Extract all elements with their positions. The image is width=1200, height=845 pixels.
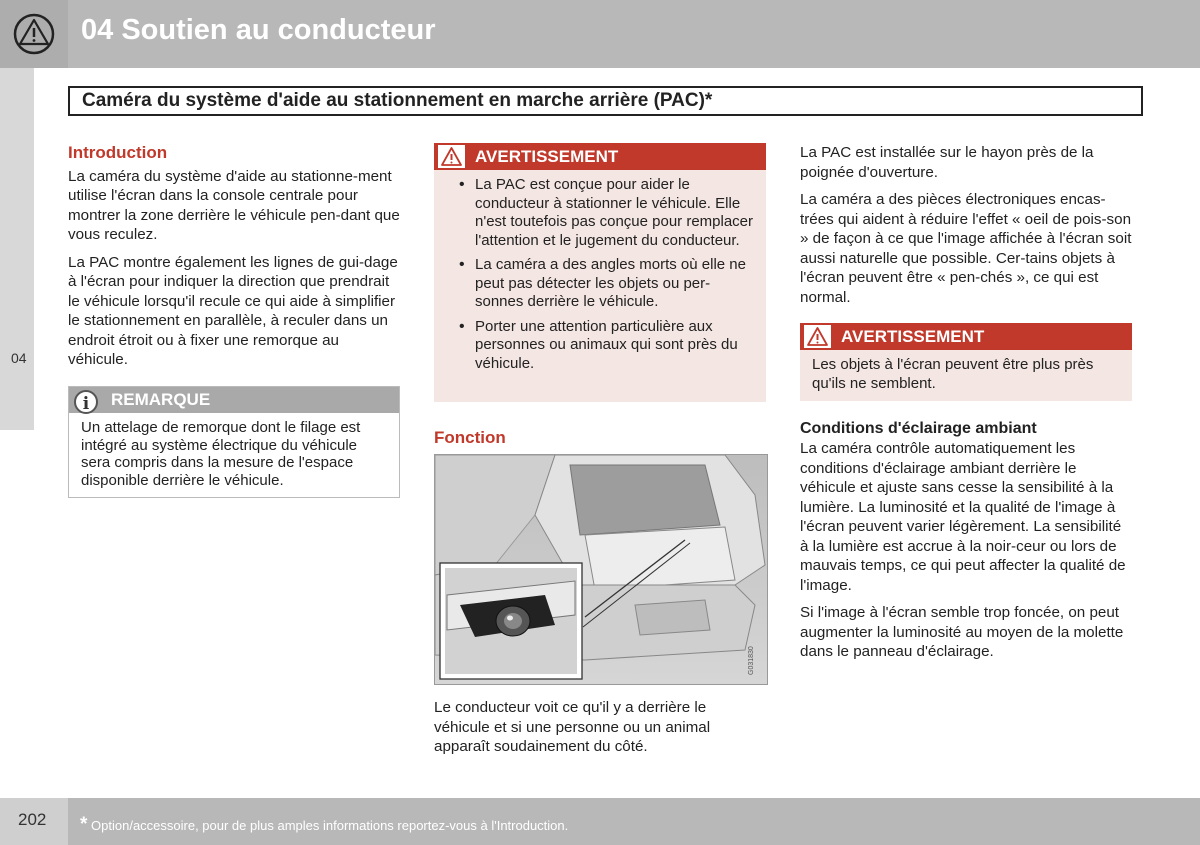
figure-caption: Le conducteur voit ce qu'il y a derrière le véhicule et si une personne ou un animal apparaît soudainement du côté. [434,699,711,755]
page-footer [0,798,1200,845]
car-rear-drawing [435,455,768,685]
note-text: Un attelage de remorque dont le filage est intégré au système électrique du véhicule sera compris dans la mesure de l'espace disponible derrière le véhicule. [81,419,361,489]
right-paragraph-1: La PAC est installée sur le hayon près de la poignée d'ouverture. [800,144,1094,181]
right-column-bottom [800,419,1132,670]
warning-item: • Porter une attention particulière aux personnes ou animaux qui sont près du véhicule. [446,318,754,374]
right-paragraph-2: La caméra a des pièces électroniques encas-trées qui aident à réduire l'effet « oeil de pois-son » de façon à ce que l'image affichée à l'écran soit aussi naturelle que possible. Cer-tains objets à l'écran peuvent être « pen-chés », ce qui est normal. [800,191,1132,306]
warning-triangle-icon [0,0,68,68]
warning-box-side [800,323,1132,401]
footnote-star: * [80,814,88,835]
note-title: REMARQUE [111,390,211,409]
intro-paragraph-2: La PAC montre également les lignes de gui-dage à l'écran pour indiquer la direction que prendrait le véhicule lorsqu'il recule ce qui aide à simplifier le stationnement en parallèle, à reculer dans un endroit étroit ou à fixer une remorque au véhicule. [68,253,398,368]
function-heading-wrap [434,428,766,452]
warning-box-main [434,143,766,402]
warning-title: AVERTISSEMENT [475,147,619,166]
warning-body [434,170,766,385]
lighting-paragraph-2: Si l'image à l'écran semble trop foncée, on peut augmenter la luminosité au moyen de la molette dans le panneau d'éclairage. [800,604,1124,660]
footnote-text: Option/accessoire, pour de plus amples informations reportez-vous à l'Introduction. [91,818,569,833]
warning-item: • La caméra a des angles morts où elle ne peut pas détecter les objets ou per-sonnes derrière le véhicule. [446,256,754,312]
side-tab-label: 04 [11,350,27,366]
warning-triangle-icon [804,325,831,348]
right-column-top [800,143,1132,315]
info-icon: i [74,390,98,414]
page-number-box [0,798,68,845]
warning-text: Les objets à l'écran peuvent être plus près qu'ils ne semblent. [812,356,1094,392]
note-header [69,387,399,413]
warning-title: AVERTISSEMENT [841,327,985,346]
figure-caption-wrap [434,698,766,765]
intro-heading: Introduction [68,143,168,162]
chapter-side-tab [0,68,34,430]
section-title: Caméra du système d'aide au stationnement en marche arrière (PAC)* [68,86,1143,116]
left-column [68,143,400,378]
warning-triangle-icon [438,145,465,168]
intro-paragraph-1: La caméra du système d'aide au stationne-ment utilise l'écran dans la console centrale pour montrer la zone derrière le véhicule pen-dant que vous reculez. [68,167,400,243]
page-header [0,0,1200,68]
page-number: 202 [18,810,47,829]
chapter-title: 04 Soutien au conducteur [81,14,436,46]
warning-item: • La PAC est conçue pour aider le conducteur à stationner le véhicule. Elle n'est toutefois pas conçue pour remplacer l'attention et le jugement du conducteur. [446,176,754,250]
figure-code: G031830 [748,646,755,675]
warning-header [800,323,1132,350]
header-icon-box [0,0,68,68]
rear-camera-illustration [434,454,768,685]
warning-header [434,143,766,170]
lighting-paragraph-1: La caméra contrôle automatiquement les conditions d'éclairage ambiant derrière le véhicule et ajuste sans cesse la sensibilité à la lumière. La luminosité et la qualité de l'image à l'écran peuvent varier légèrement. La sensibilité à la lumière est accrue à la noir-ceur ou lors de mauvais temps, ce qui peut affecter la qualité de l'image. [800,440,1126,594]
function-heading: Fonction [434,428,506,447]
note-box [68,386,400,498]
lighting-heading: Conditions d'éclairage ambiant [800,420,1037,437]
footnote [80,814,568,836]
warning-list [446,176,754,373]
